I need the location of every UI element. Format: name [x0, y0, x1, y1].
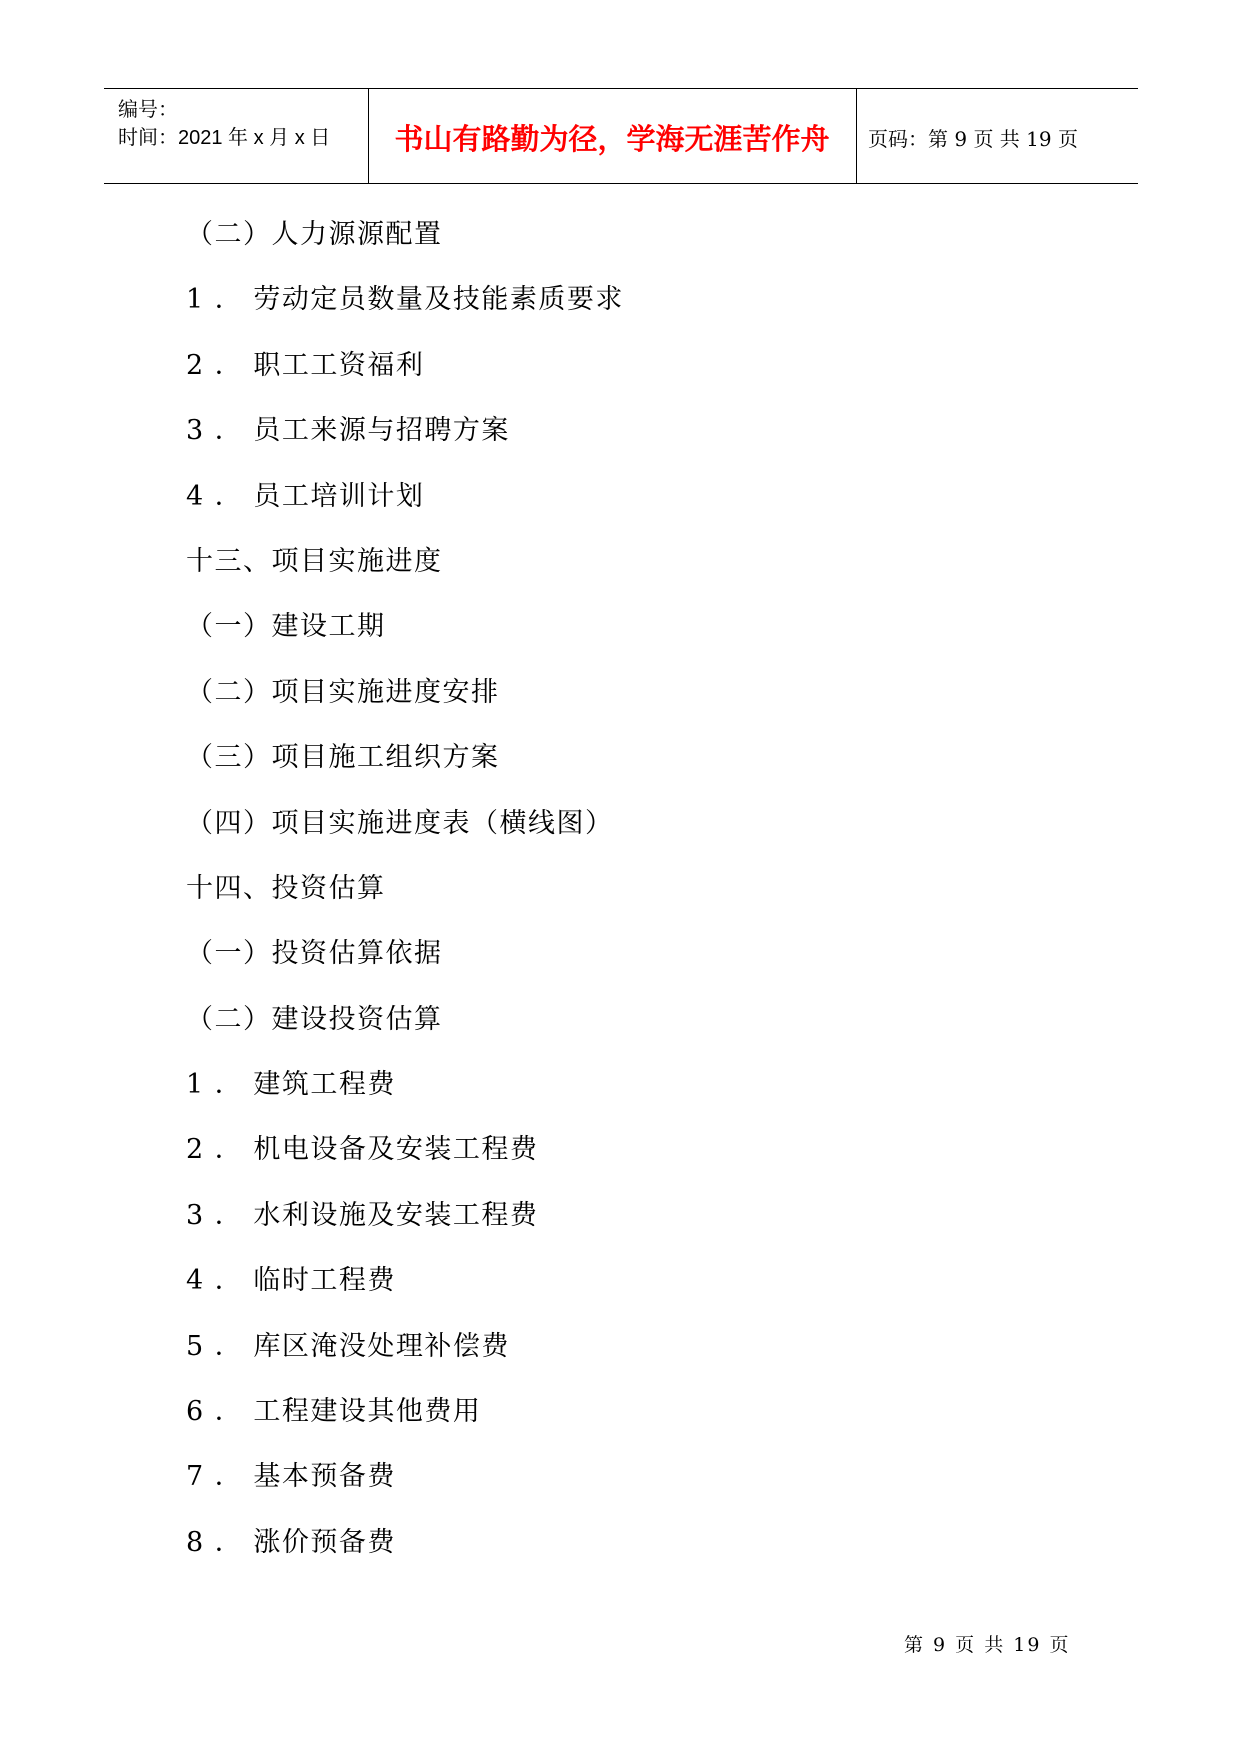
outline-item: （二）人力源源配置 [186, 219, 443, 250]
outline-item: （一）投资估算依据 [186, 938, 443, 970]
outline-item: 4 ． 员工培训计划 [186, 480, 425, 512]
motto-text: 书山有路勤为径，学海无涯苦作舟 [394, 122, 830, 156]
outline-list [186, 218, 624, 1591]
outline-item: 7 ． 基本预备费 [186, 1461, 396, 1493]
outline-item: 1 ． 建筑工程费 [186, 1069, 396, 1101]
outline-item: 5 ． 库区淹没处理补偿费 [186, 1330, 510, 1362]
outline-item: 十三、项目实施进度 [186, 545, 443, 577]
outline-item: （四）项目实施进度表（横线图） [186, 807, 614, 839]
header-page-info: 页码：第 9 页 共 19 页 [868, 127, 1078, 151]
outline-item: 2 ． 机电设备及安装工程费 [186, 1134, 539, 1166]
outline-item: （二）建设投资估算 [186, 1003, 443, 1035]
outline-item: 4 ． 临时工程费 [186, 1265, 396, 1297]
outline-item: （三）项目施工组织方案 [186, 742, 500, 774]
serial-number-label: 编号： [118, 99, 178, 121]
date-line: 时间：2021 年 x 月 x 日 [118, 127, 331, 149]
outline-item: 8 ． 涨价预备费 [186, 1526, 396, 1558]
outline-item: 十四、投资估算 [186, 872, 386, 904]
outline-item: （一）建设工期 [186, 611, 386, 643]
outline-item: 1 ． 劳动定员数量及技能素质要求 [186, 284, 624, 316]
header-page-cell [856, 89, 1138, 183]
outline-item: （二）项目实施进度安排 [186, 676, 500, 708]
page-header [104, 88, 1138, 184]
outline-item: 6 ． 工程建设其他费用 [186, 1396, 482, 1428]
outline-item: 2 ． 职工工资福利 [186, 349, 425, 381]
header-meta-cell [104, 89, 369, 183]
outline-item: 3 ． 员工来源与招聘方案 [186, 415, 510, 447]
outline-item: 3 ． 水利设施及安装工程费 [186, 1199, 539, 1231]
footer-page-number: 第 9 页 共 19 页 [904, 1634, 1071, 1656]
header-motto-cell [368, 89, 857, 183]
